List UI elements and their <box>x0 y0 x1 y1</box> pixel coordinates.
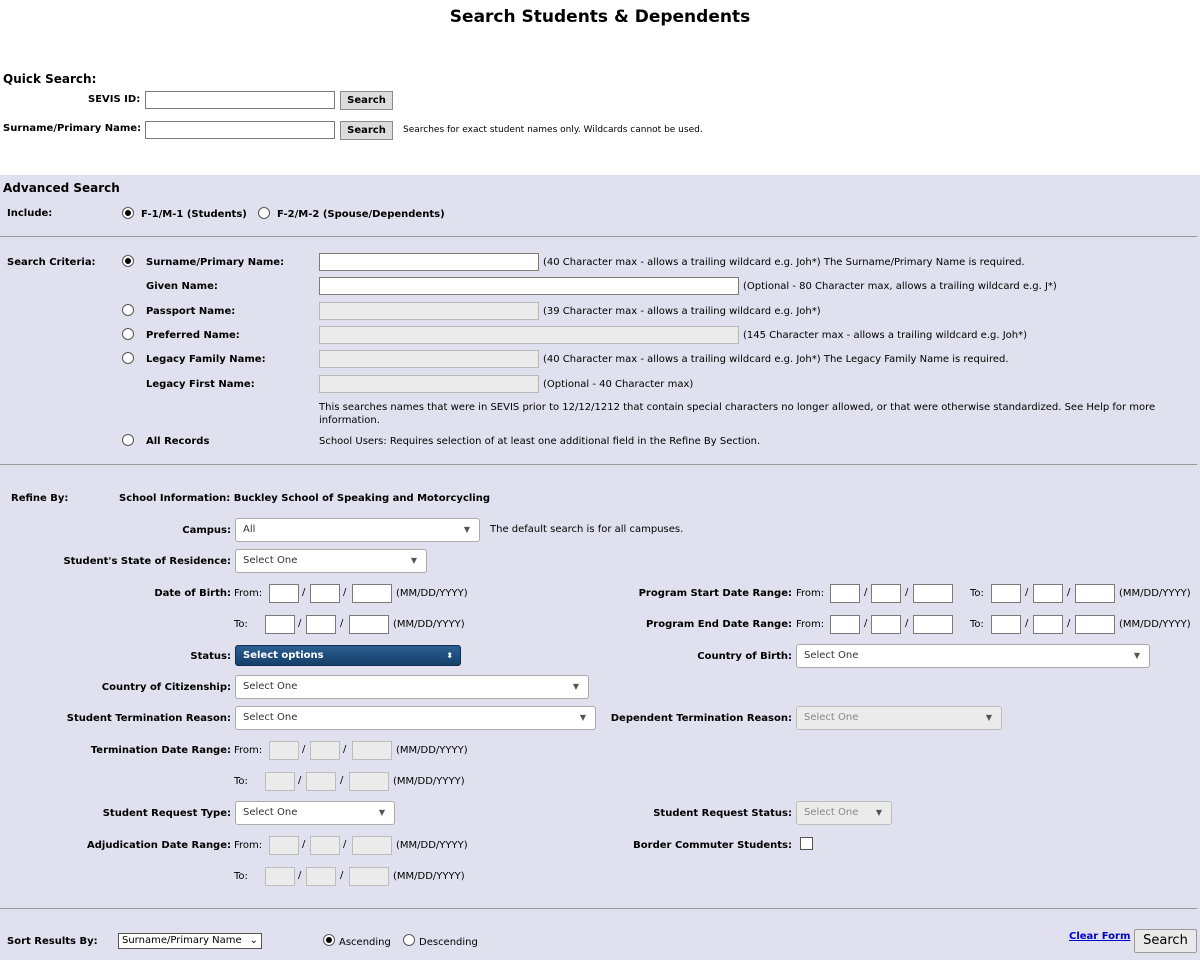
date-format-hint: (MM/DD/YYYY) <box>393 776 465 787</box>
given-name-label: Given Name: <box>146 281 218 292</box>
passport-name-label: Passport Name: <box>146 306 236 317</box>
legacy-first-hint: (Optional - 40 Character max) <box>543 379 694 390</box>
program-start-from-day[interactable] <box>871 584 901 603</box>
request-type-select[interactable] <box>235 801 395 825</box>
adj-from-year[interactable] <box>352 836 392 855</box>
quick-name-label: Surname/Primary Name: <box>3 123 142 134</box>
all-records-hint: School Users: Requires selection of at least one additional field in the Refine By Section. <box>319 436 761 447</box>
date-format-hint: (MM/DD/YYYY) <box>393 619 465 630</box>
include-students-label: F-1/M-1 (Students) <box>141 209 247 220</box>
program-start-from-month[interactable] <box>830 584 860 603</box>
dependent-termination-select[interactable] <box>796 706 1002 730</box>
preferred-name-label: Preferred Name: <box>146 330 240 341</box>
include-dependents-label: F-2/M-2 (Spouse/Dependents) <box>277 209 445 220</box>
date-format-hint: (MM/DD/YYYY) <box>396 588 468 599</box>
program-start-from-label: From: <box>796 588 825 599</box>
student-termination-value: Select One <box>243 712 298 723</box>
dob-from-day[interactable] <box>310 584 340 603</box>
divider <box>0 908 1197 909</box>
passport-name-hint: (39 Character max - allows a trailing wildcard e.g. Joh*) <box>543 306 821 317</box>
request-status-select[interactable] <box>796 801 892 825</box>
advanced-search-button[interactable]: Search <box>1134 929 1197 953</box>
program-end-label: Program End Date Range: <box>645 619 792 630</box>
preferred-name-hint: (145 Character max - allows a trailing wildcard e.g. Joh*) <box>743 330 1028 341</box>
adj-to-label: To: <box>234 871 248 882</box>
term-from-day[interactable] <box>310 741 340 760</box>
country-birth-select[interactable] <box>796 644 1150 668</box>
adj-to-year[interactable] <box>349 867 389 886</box>
dob-to-month[interactable] <box>265 615 295 634</box>
program-end-from-day[interactable] <box>871 615 901 634</box>
criteria-legacy-radio[interactable] <box>122 352 134 364</box>
country-birth-value: Select One <box>804 650 859 661</box>
request-status-label: Student Request Status: <box>653 808 792 819</box>
program-end-from-year[interactable] <box>913 615 953 634</box>
ascending-label: Ascending <box>339 937 391 948</box>
preferred-name-input[interactable] <box>319 326 739 344</box>
program-end-from-month[interactable] <box>830 615 860 634</box>
chevron-down-icon: ▼ <box>463 525 470 534</box>
quick-search-note: Searches for exact student names only. Wildcards cannot be used. <box>403 125 703 135</box>
date-format-hint: (MM/DD/YYYY) <box>396 840 468 851</box>
term-from-year[interactable] <box>352 741 392 760</box>
dob-from-label: From: <box>234 588 263 599</box>
criteria-surname-radio[interactable] <box>122 255 134 267</box>
dob-label: Date of Birth: <box>154 588 231 599</box>
clear-form-link[interactable]: Clear Form <box>1069 931 1131 942</box>
program-start-to-label: To: <box>970 588 984 599</box>
adj-from-month[interactable] <box>269 836 299 855</box>
country-citizenship-select[interactable] <box>235 675 589 699</box>
request-type-value: Select One <box>243 807 298 818</box>
date-format-hint: (MM/DD/YYYY) <box>393 871 465 882</box>
dob-to-label: To: <box>234 619 248 630</box>
program-start-to-day[interactable] <box>1033 584 1063 603</box>
chevron-down-icon: ▼ <box>410 556 417 565</box>
criteria-all-records-radio[interactable] <box>122 434 134 446</box>
sevis-search-button[interactable]: Search <box>340 91 393 110</box>
include-students-radio[interactable] <box>122 207 134 219</box>
sort-arrows-icon: ⬍ <box>446 651 453 660</box>
date-format-hint: (MM/DD/YYYY) <box>1119 619 1191 630</box>
given-name-input[interactable] <box>319 277 739 295</box>
descending-label: Descending <box>419 937 478 948</box>
chevron-down-icon: ▼ <box>875 808 882 817</box>
term-to-day[interactable] <box>306 772 336 791</box>
criteria-passport-radio[interactable] <box>122 304 134 316</box>
country-citizenship-label: Country of Citizenship: <box>101 682 231 693</box>
dependent-termination-value: Select One <box>804 712 859 723</box>
surname-input[interactable] <box>319 253 539 271</box>
program-end-to-label: To: <box>970 619 984 630</box>
chevron-down-icon: ⌄ <box>249 935 258 946</box>
term-to-label: To: <box>234 776 248 787</box>
border-commuter-checkbox[interactable] <box>800 837 813 850</box>
dob-from-year[interactable] <box>352 584 392 603</box>
country-citizenship-value: Select One <box>243 681 298 692</box>
date-format-hint: (MM/DD/YYYY) <box>396 745 468 756</box>
sevis-id-label: SEVIS ID: <box>88 94 141 105</box>
all-records-label: All Records <box>146 436 210 447</box>
campus-note: The default search is for all campuses. <box>490 524 684 535</box>
program-end-from-label: From: <box>796 619 825 630</box>
legacy-family-input[interactable] <box>319 350 539 368</box>
surname-label: Surname/Primary Name: <box>146 257 285 268</box>
quick-search-heading: Quick Search: <box>3 72 97 86</box>
surname-hint: (40 Character max - allows a trailing wildcard e.g. Joh*) The Surname/Primary Name is required. <box>543 257 1025 268</box>
adjudication-date-label: Adjudication Date Range: <box>87 840 231 851</box>
legacy-note-cont: information. <box>319 415 380 426</box>
legacy-family-label: Legacy Family Name: <box>146 354 266 365</box>
page-title: Search Students & Dependents <box>449 7 751 27</box>
dob-to-year[interactable] <box>349 615 389 634</box>
dob-from-month[interactable] <box>269 584 299 603</box>
adj-to-day[interactable] <box>306 867 336 886</box>
chevron-down-icon: ▼ <box>1133 651 1140 660</box>
term-to-month[interactable] <box>265 772 295 791</box>
legacy-note: This searches names that were in SEVIS prior to 12/12/1212 that contain special characters no longer allowed, or that were otherwise standardized. See Help for more <box>319 402 1156 413</box>
quick-name-input[interactable] <box>145 121 335 139</box>
student-termination-select[interactable] <box>235 706 596 730</box>
status-label: Status: <box>190 651 231 662</box>
request-status-value: Select One <box>804 807 859 818</box>
legacy-first-label: Legacy First Name: <box>146 379 255 390</box>
divider <box>0 464 1197 465</box>
refine-by-label: Refine By: <box>11 493 69 504</box>
sort-value: Surname/Primary Name <box>122 935 242 946</box>
program-start-from-year[interactable] <box>913 584 953 603</box>
campus-value: All <box>243 524 256 535</box>
given-name-hint: (Optional - 80 Character max, allows a trailing wildcard e.g. J*) <box>743 281 1057 292</box>
adj-from-day[interactable] <box>310 836 340 855</box>
passport-name-input[interactable] <box>319 302 539 320</box>
state-residence-select[interactable] <box>235 549 427 573</box>
ascending-radio[interactable] <box>323 934 335 946</box>
term-from-label: From: <box>234 745 263 756</box>
search-criteria-label: Search Criteria: <box>7 257 96 268</box>
program-start-to-year[interactable] <box>1075 584 1115 603</box>
chevron-down-icon: ▼ <box>572 682 579 691</box>
campus-select[interactable] <box>235 518 480 542</box>
term-to-year[interactable] <box>349 772 389 791</box>
divider <box>0 236 1197 237</box>
student-termination-label: Student Termination Reason: <box>66 713 231 724</box>
name-search-button[interactable]: Search <box>340 121 393 140</box>
program-end-to-day[interactable] <box>1033 615 1063 634</box>
include-label: Include: <box>7 208 53 219</box>
state-residence-label: Student's State of Residence: <box>63 556 231 567</box>
program-end-to-year[interactable] <box>1075 615 1115 634</box>
country-birth-label: Country of Birth: <box>697 651 792 662</box>
state-residence-value: Select One <box>243 555 298 566</box>
school-information: School Information: Buckley School of Speaking and Motorcycling <box>119 493 491 504</box>
term-from-month[interactable] <box>269 741 299 760</box>
program-start-label: Program Start Date Range: <box>638 588 792 599</box>
criteria-preferred-radio[interactable] <box>122 328 134 340</box>
request-type-label: Student Request Type: <box>102 808 231 819</box>
status-multiselect[interactable] <box>235 645 461 666</box>
advanced-search-heading: Advanced Search <box>3 181 120 195</box>
dependent-termination-label: Dependent Termination Reason: <box>610 713 792 724</box>
border-commuter-label: Border Commuter Students: <box>633 840 792 851</box>
descending-radio[interactable] <box>403 934 415 946</box>
include-dependents-radio[interactable] <box>258 207 270 219</box>
program-start-to-month[interactable] <box>991 584 1021 603</box>
date-format-hint: (MM/DD/YYYY) <box>1119 588 1191 599</box>
chevron-down-icon: ▼ <box>378 808 385 817</box>
sort-select[interactable] <box>118 933 262 949</box>
sort-results-label: Sort Results By: <box>7 936 98 947</box>
dob-to-day[interactable] <box>306 615 336 634</box>
sevis-id-input[interactable] <box>145 91 335 109</box>
status-value: Select options <box>243 650 324 661</box>
chevron-down-icon: ▼ <box>579 713 586 722</box>
adj-from-label: From: <box>234 840 263 851</box>
adj-to-month[interactable] <box>265 867 295 886</box>
legacy-first-input[interactable] <box>319 375 539 393</box>
legacy-family-hint: (40 Character max - allows a trailing wildcard e.g. Joh*) The Legacy Family Name is required. <box>543 354 1009 365</box>
program-end-to-month[interactable] <box>991 615 1021 634</box>
campus-label: Campus: <box>182 525 231 536</box>
chevron-down-icon: ▼ <box>985 713 992 722</box>
termination-date-label: Termination Date Range: <box>90 745 231 756</box>
